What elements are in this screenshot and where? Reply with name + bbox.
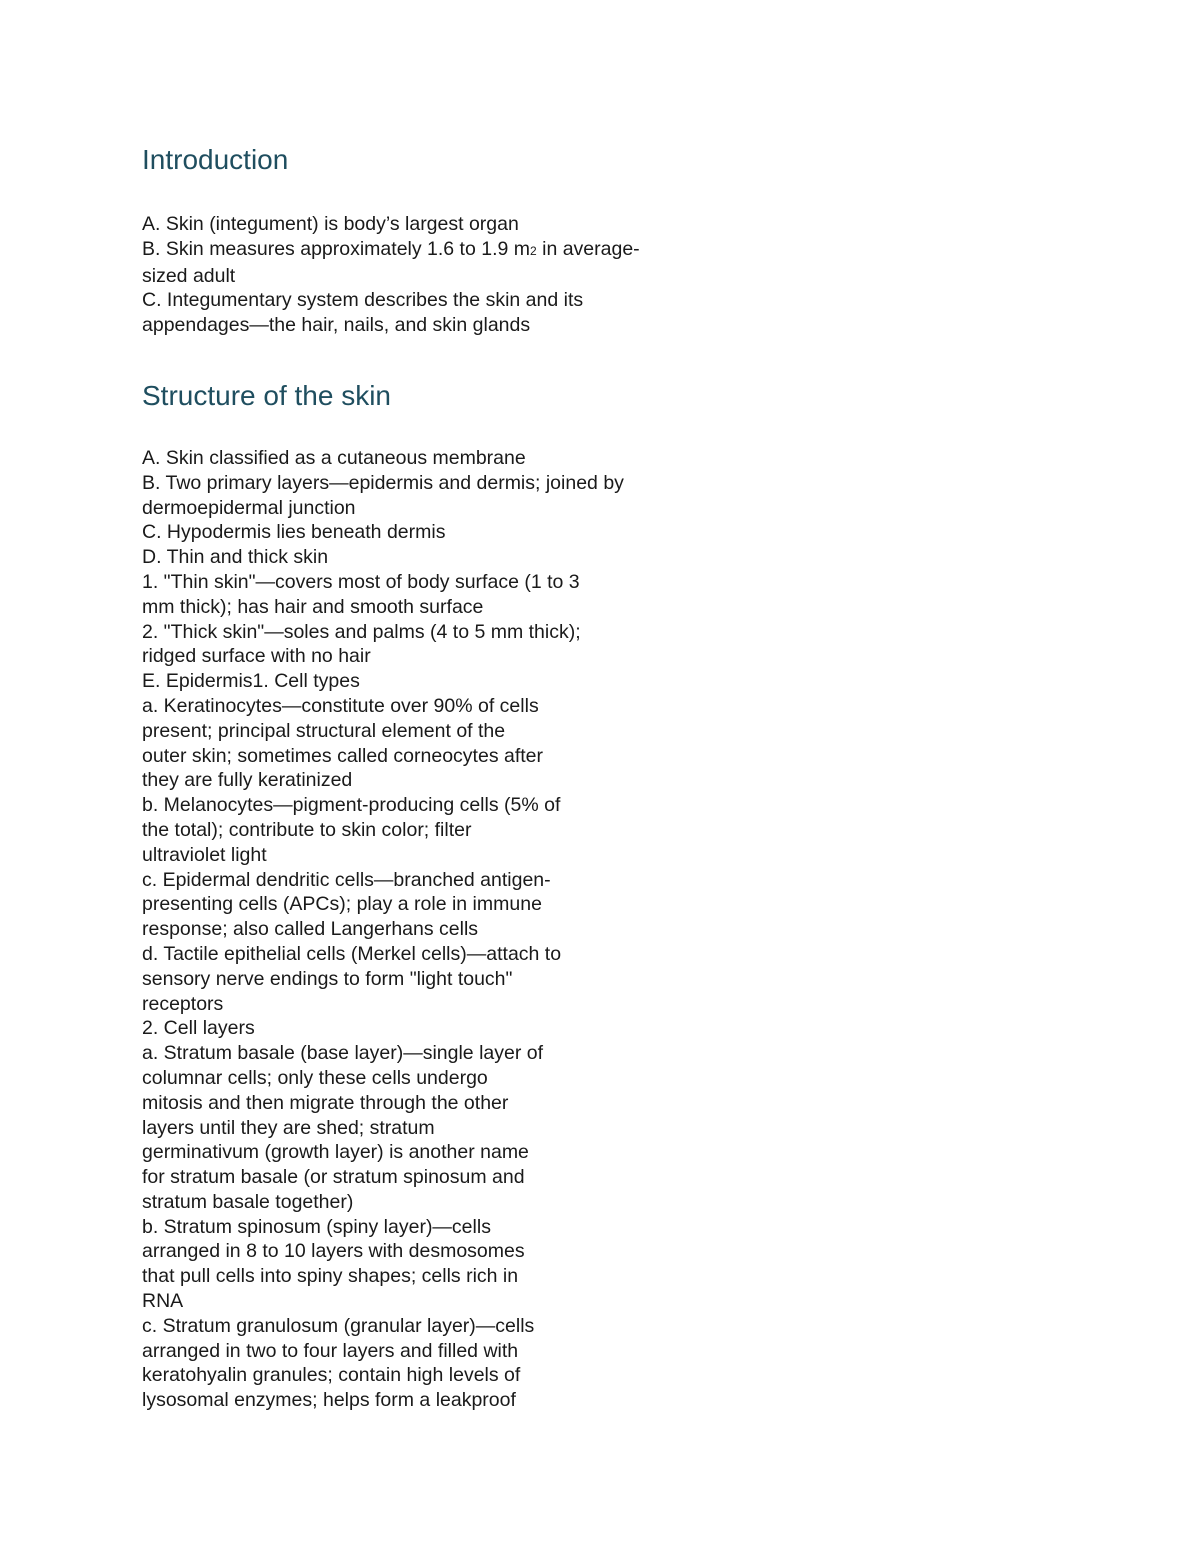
- text-line: a. Keratinocytes—constitute over 90% of cells: [142, 694, 539, 717]
- text-line: arranged in two to four layers and filled with: [142, 1339, 519, 1362]
- text-line: they are fully keratinized: [142, 769, 353, 792]
- text-line: columnar cells; only these cells undergo: [142, 1066, 488, 1089]
- document-page: [142, 138, 742, 1413]
- text-line: that pull cells into spiny shapes; cells rich in: [142, 1265, 519, 1288]
- text-line: C. Integumentary system describes the skin and its: [142, 289, 584, 312]
- text-line-part: in average-: [536, 237, 640, 260]
- text-line: b. Melanocytes—pigment-producing cells (5% of: [142, 794, 561, 817]
- text-line: for stratum basale (or stratum spinosum and: [142, 1166, 525, 1189]
- text-line: a. Stratum basale (base layer)—single layer of: [142, 1042, 544, 1065]
- section-structure-of-the-skin: [142, 446, 742, 1413]
- text-line: response; also called Langerhans cells: [142, 918, 479, 941]
- text-line-part: B. Skin measures approximately 1.6 to 1.9 m: [142, 237, 531, 260]
- text-line: D. Thin and thick skin: [142, 546, 329, 569]
- text-line: appendages—the hair, nails, and skin glands: [142, 314, 531, 337]
- text-line: the total); contribute to skin color; filter: [142, 818, 472, 841]
- text-line: germinativum (growth layer) is another name: [142, 1141, 529, 1164]
- text-line: stratum basale together): [142, 1190, 354, 1213]
- text-line: present; principal structural element of the: [142, 719, 506, 742]
- text-line: c. Stratum granulosum (granular layer)—cells: [142, 1314, 535, 1337]
- text-line: A. Skin (integument) is body’s largest organ: [142, 213, 519, 235]
- text-line: outer skin; sometimes called corneocytes after: [142, 744, 544, 767]
- text-line: 1. "Thin skin"—covers most of body surface (1 to 3: [142, 570, 580, 593]
- text-line: d. Tactile epithelial cells (Merkel cells)—attach to: [142, 942, 562, 965]
- text-line: keratohyalin granules; contain high levels of: [142, 1364, 521, 1387]
- text-line: presenting cells (APCs); play a role in immune: [142, 893, 542, 916]
- text-line: arranged in 8 to 10 layers with desmosomes: [142, 1240, 525, 1263]
- text-line: c. Epidermal dendritic cells—branched antigen-: [142, 868, 551, 891]
- text-line: ultraviolet light: [142, 843, 267, 866]
- text-line: B. Two primary layers—epidermis and dermis; joined by: [142, 471, 624, 494]
- text-line: [142, 237, 742, 264]
- text-line: sized adult: [142, 264, 236, 287]
- unit-exponent: 2: [530, 243, 537, 258]
- text-line: A. Skin classified as a cutaneous membrane: [142, 446, 526, 469]
- heading-introduction: Introduction: [142, 144, 289, 175]
- text-line: sensory nerve endings to form "light touch": [142, 967, 513, 990]
- text-line: E. Epidermis1. Cell types: [142, 670, 360, 693]
- text-line: b. Stratum spinosum (spiny layer)—cells: [142, 1215, 491, 1238]
- text-line: 2. "Thick skin"—soles and palms (4 to 5 mm thick);: [142, 620, 581, 643]
- text-line: mm thick); has hair and smooth surface: [142, 595, 484, 618]
- text-line: lysosomal enzymes; helps form a leakproof: [142, 1389, 516, 1412]
- text-line: dermoepidermal junction: [142, 496, 356, 519]
- section-introduction: [142, 212, 742, 338]
- text-line: C. Hypodermis lies beneath dermis: [142, 521, 446, 544]
- text-line: 2. Cell layers: [142, 1017, 255, 1040]
- text-line: ridged surface with no hair: [142, 645, 371, 668]
- text-line: layers until they are shed; stratum: [142, 1116, 435, 1139]
- text-line: receptors: [142, 992, 224, 1015]
- text-line: RNA: [142, 1290, 184, 1313]
- heading-structure-of-the-skin: Structure of the skin: [142, 379, 392, 411]
- text-line: mitosis and then migrate through the other: [142, 1091, 509, 1114]
